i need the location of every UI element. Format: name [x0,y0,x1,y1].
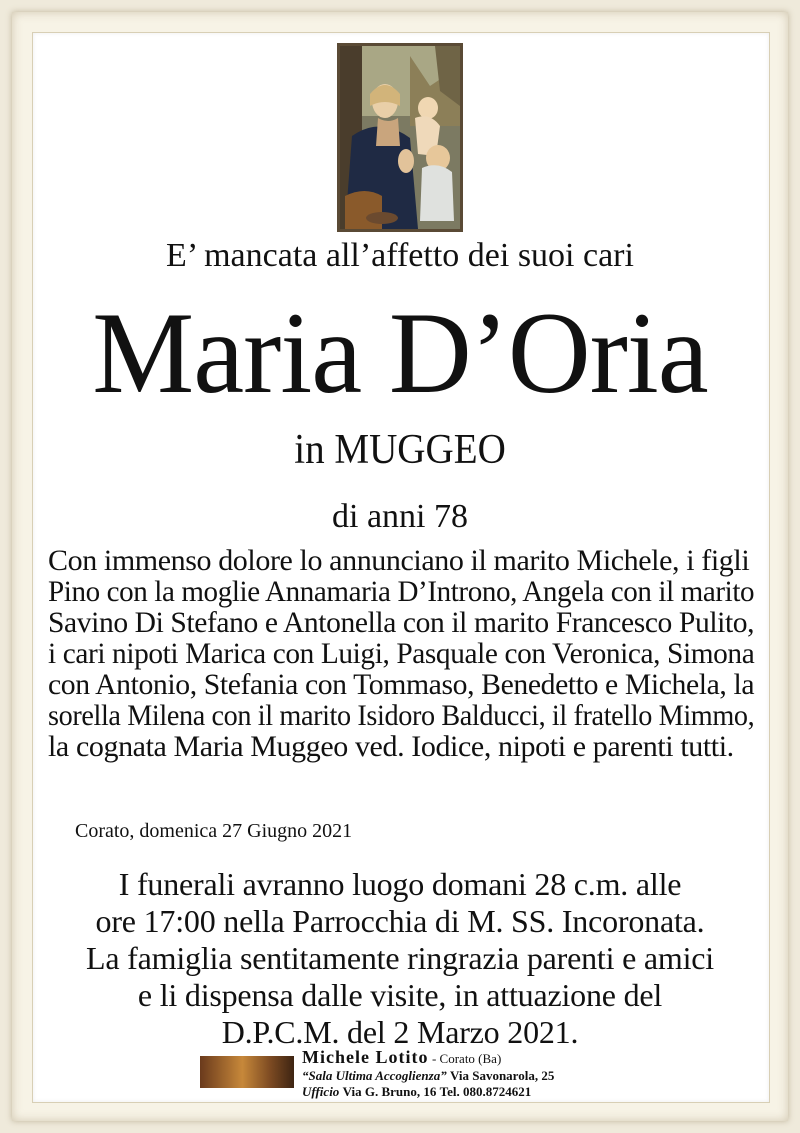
announcement-line: Savino Di Stefano e Antonella con il marito Francesco Pulito, [48,606,755,639]
office-label: Ufficio [302,1084,340,1099]
funeral-line: ore 17:00 nella Parrocchia di M. SS. Incoronata. [95,903,705,939]
hall-name: “Sala Ultima Accoglienza” [302,1068,447,1083]
funeral-line: I funerali avranno luogo domani 28 c.m. alle [118,866,682,902]
funeral-info [0,866,800,1051]
announcement-line: Pino con la moglie Annamaria D’Introno, Angela con il marito [48,575,755,608]
funeral-line: e li dispensa dalle visite, in attuazione del [137,977,663,1013]
announcement-line: Con immenso dolore lo annunciano il marito Michele, i figli [48,544,750,577]
funeral-line: D.P.C.M. del 2 Marzo 2021. [221,1014,579,1050]
announcement-line: con Antonio, Stefania con Tommaso, Benedetto e Michela, la [48,668,755,701]
place-date: Corato, domenica 27 Giugno 2021 [75,820,353,842]
announcement-paragraph [48,545,754,762]
funeral-home-logo [200,1056,294,1088]
phone-number: Tel. 080.8724621 [439,1084,532,1099]
deceased-name: Maria D’Oria [92,289,708,418]
announcement-line: la cognata Maria Muggeo ved. Iodice, nipoti e parenti tutti. [48,730,734,763]
funeral-line: La famiglia sentitamente ringrazia parenti e amici [86,940,714,976]
funeral-home-info [302,1049,554,1100]
office-address: Via G. Bruno, 16 [342,1084,437,1099]
intro-line: E’ mancata all’affetto dei suoi cari [166,237,634,274]
age-line: di anni 78 [332,498,468,535]
company-city: - Corato (Ba) [431,1051,502,1066]
announcement-line: i cari nipoti Marica con Luigi, Pasquale con Veronica, Simona [48,637,755,670]
hall-address: Via Savonarola, 25 [449,1068,555,1083]
married-name: in MUGGEO [294,427,506,473]
company-name: Michele Lotito [302,1047,429,1067]
announcement-line: sorella Milena con il marito Isidoro Balducci, il fratello Mimmo, [48,699,755,732]
madonna-painting-image [337,43,463,232]
